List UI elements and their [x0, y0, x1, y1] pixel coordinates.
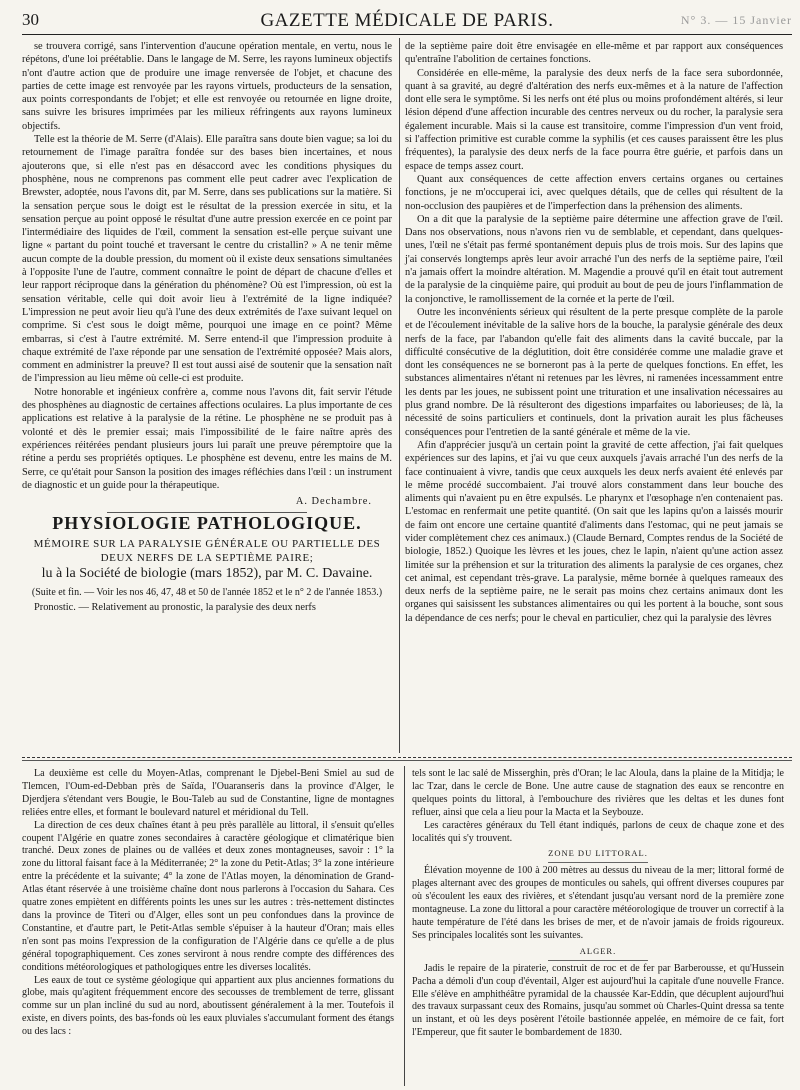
paragraph: Jadis le repaire de la piraterie, construit de roc et de fer par Barberousse, et qu'Hussein Pacha a démoli d'un coup d'éventail, Alger est aujourd'hui la capitale d'une nouvelle France. Elle s'élève en amphithéâtre pyramidal de la chaussée Kar-Eddin, que décuplent aujourd'hui des travaux surpassant ceux des Romains, jusqu'au sommet où Charles-Quint dressa sa tente un instant, et où les deys posèrent l'étoile bastionnée appelée, en mémoire de ce fait, fort l'Empereur, que fit sauter le bombardement de 1830.: [412, 962, 784, 1039]
feuilleton-separator: [22, 757, 792, 758]
paragraph: Élévation moyenne de 100 à 200 mètres au dessus du niveau de la mer; littoral formé de plages alternant avec des groupes de monticules ou sahels, qui offrent diverses coupures par où s'écoulent les eaux des rivières, et s'étendant jusqu'au versant nord de la première zone montagneuse. La zone du littoral a pour caractère météorologique de trouver un correctif à la haute température de l'été dans les brises de mer, et de n'avoir jamais de froids rigoureux. Ses principales localités sont les suivantes.: [412, 865, 784, 941]
page-header: [22, 10, 792, 34]
paragraph: La deuxième est celle du Moyen-Atlas, comprenant le Djebel-Beni Smiel au sud de Tlemcen, l'Oum-ed-Debban près de Saïda, l'Ouaranseris dans la province d'Alger, le Djerdjera s'étendant vers Bougie, le Bou-Taleb au sud de Constantine, ligne de montagnes reliées entre elles, et formant le boulevard naturel et méridional du Tell.: [22, 768, 394, 818]
subheading-rule: [548, 862, 648, 863]
paragraph: Notre honorable et ingénieux confrère a, comme nous l'avons dit, fait servir l'étude des phosphènes au diagnostic de certaines affections oculaires. La plus importante de ces applications est relative à la paralysie de la rétine. Le phosphène ne se produit pas à volonté et dès le premier essai; mais l'impossibilité de le faire naître après des expériences réitérées pendant plusieurs jours lui paraît une preuve péremptoire que la rétine a perdu ses propriétés optiques. Le phosphène est devenu, entre les mains de M. Serre, ce qu'était pour Sanson la position des images réfléchies dans l'œil : un instrument de diagnostic et un guide pour la thérapeutique.: [22, 386, 392, 491]
feuilleton-left-column: [22, 768, 394, 1039]
subheading-rule: [548, 960, 648, 961]
subheading-alger: ALGER.: [579, 945, 617, 956]
continuation-note: (Suite et fin. — Voir les nos 46, 47, 48 et 50 de l'année 1852 et le n° 2 de l'année 1853.): [31, 586, 383, 598]
paragraph: tels sont le lac salé de Misserghin, près d'Oran; le lac Aloula, dans la plaine de la Mitidja; le lac Tzar, dans le cercle de Bone. Une autre cause de stagnation des eaux se rencontre en quelques points du littoral, à l'embouchure des rivières que les deltas et les dunes font refluer, ainsi que cela a lieu pour la Macta et la Seybouze.: [412, 768, 784, 818]
paragraph: Considérée en elle-même, la paralysie des deux nerfs de la face sera subordonnée, quant à sa gravité, au degré d'altération des nerfs eux-mêmes et à la nature de l'affection dont elle sera le symptôme. Si les nerfs ont été plus ou moins profondément altérés, si leur lésion dépend d'une affection incurable des centres nerveux ou du rocher, la paralysie sera également incurable. Mais si la cause est transitoire, comme l'impression d'un vent froid, si l'affection primitive est curable comme la syphilis (et ces causes paraissent être les plus fréquentes), la paralysie des deux nerfs de la face pourra être guérie, et parfois dans un espace de temps assez court.: [405, 67, 783, 172]
journal-title: GAZETTE MÉDICALE DE PARIS.: [260, 10, 554, 31]
article-signature: A. Dechambre.: [295, 496, 372, 508]
paragraph: On a dit que la paralysie de la septième paire détermine une affection grave de l'œil. Dans nos observations, nous n'avons rien vu de semblable, et cependant, dans quelques-unes, l'œil ne s'était pas fermé spontanément depuis plus de trois mois. Sur des lapins que j'ai conservés longtemps après leur avoir arraché l'un des nerfs de la septième paire, l'œil n'a jamais offert la moindre altération. M. Magendie a prouvé qu'il en était tout autrement de la paralysie de la cinquième paire, qui produit au bout de peu de jours l'inflammation de la conjonctive, le ramollissement de la cornée et la perte de l'œil.: [405, 213, 783, 305]
header-rule: [22, 34, 792, 35]
paragraph: Les caractères généraux du Tell étant indiqués, parlons de ceux de chaque zone et des localités qui s'y trouvent.: [412, 819, 784, 844]
memoir-title: [22, 537, 392, 582]
feuilleton-right-column: [412, 768, 784, 1040]
subheading-zone-littoral: ZONE DU LITTORAL.: [548, 848, 648, 859]
column-rule: [399, 38, 400, 753]
issue-dateline: N° 3. — 15 Janvier: [680, 13, 792, 27]
section-title: PHYSIOLOGIE PATHOLOGIQUE.: [52, 513, 362, 534]
paragraph: Les eaux de tout ce système géologique qui appartient aux plus anciennes formations du globe, mais qu'agitent fréquemment encore des secousses de tremblement de terre, glissant comme sur un plan incliné du sud au nord, aboutissent généralement à la mer. Toutefois il existe, en divers points, des bas-fonds où les eaux pluviales s'accumulant forment des étangs ou des lacs :: [22, 974, 394, 1038]
paragraph: Telle est la théorie de M. Serre (d'Alais). Elle paraîtra sans doute bien vague; sa loi du retournement de l'image paraîtra fondée sur des bases bien incertaines, et nous ajouterons que, si elle n'est pas en désaccord avec les conditions physiques du phosphène, nous ne comprenons pas comment elle peut cadrer avec l'explication de Brewster, adoptée, nous l'avons dit, par M. Serre, dans ses publications sur la matière. Si la sensation perçue sous le doigt est le résultat de la pression exercée in situ, et la sensation perçue au point opposé le résultat d'une autre pression exercée en ce point par l'intermédiaire des liquides de l'œil, comment la sensation est-elle perçue suivant une ligne « partant du point touché et traversant le centre du cristallin? » A ne tenir même aucun compte de la double pression, du moment où il existe deux sensations simultanées à l'opposite l'une de l'autre, comment connaître le point de départ de chacune d'elles et leur rapport réciproque dans la génération du phénomène? Où est l'impression, où est la sensation véritable, celle qui doit avoir lieu à l'extrémité de la ligne indiquée? L'impression ne peut avoir lieu qu'à l'une des deux extrémités de l'axe suivant lequel on comprime. Si c'est sous le doigt même, pourquoi une image en ce point? Même embarras, si c'est à l'autre extrémité. M. Serre entend-il que l'impression produite à chaque extrémité de l'axe réponde par une sensation de l'extrémité opposée? Mais alors, comment en administrer la preuve? Il est tout aussi aisé de soutenir que la sensation naît de l'impression au lieu même où celle-ci est produite.: [22, 134, 392, 385]
pronostic-paragraph: Pronostic. — Relativement au pronostic, la paralysie des deux nerfs: [34, 601, 316, 613]
paragraph: Quant aux conséquences de cette affection envers certains organes ou certaines fonctions, je ne m'occuperai ici, avec quelques détails, que de celles qui résultent de la non-occlusion des paupières et de l'imperfection dans la préhension des aliments.: [405, 173, 783, 212]
memoir-title-line1: MÉMOIRE SUR LA PARALYSIE GÉNÉRALE OU PARTIELLE DES DEUX NERFS DE LA SEPTIÈME PAIRE;: [33, 537, 381, 564]
memoir-title-line2: lu à la Société de biologie (mars 1852), par M. C. Davaine.: [41, 565, 373, 581]
paragraph: Afin d'apprécier jusqu'à un certain point la gravité de cette affection, j'ai fait quelques expériences sur des lapins, et j'ai vu que ceux auxquels j'avais arraché l'un des nerfs de la face continuaient à vivre, tandis que ceux auxquels les deux nerfs avaient été enlevés par le même procédé succombaient. J'ai trouvé alors constamment dans leur bouche des aliments qui n'avaient pu en être expulsés. Le pharynx et l'œsophage n'en contenaient pas. L'estomac en renfermait une petite quantité. (On sait que les lapins qu'on a laissés mourir de faim ont encore une certaine quantité d'aliments dans l'estomac, qui ne peut jamais se vider complètement chez ces animaux.) (Claude Bernard, Comptes rendus de la Société de biologie, 1852.) Quoique les lèvres et les joues, chez le lapin, n'aient qu'une action assez limitée sur la préhension et sur la trituration des aliments la paralysie de ces organes, chez cet animal, est cependant très-grave. La paralysie, même bornée à quelques rameaux des deux nerfs de la septième paire, ne le serait pas moins chez certains animaux dont les organes qui saisissent les substances alimentaires ou qui les portent à la bouche, sont sous la dépendance de ces nerfs; pour le cheval en particulier, chez qui la paralysie des lèvres: [405, 439, 783, 624]
paragraph: Outre les inconvénients sérieux qui résultent de la perte presque complète de la parole et de l'écoulement inévitable de la salive hors de la bouche, la paralysie générale des deux nerfs de la face, par l'abandon qu'elle fait des aliments dans la cavité buccale, par la difficulté consécutive de la déglutition, doit être considérée comme une maladie grave et dont les conséquences ne se borneront pas à la perte de quelques fonctions. En effet, les substances alimentaires n'étant ni retenues par les lèvres, ni ramenées incessamment entre les dents par les joues, ne subissent point une trituration et une insalivation nécessaires au plus grand nombre. De là résulteront des digestions imparfaites ou laborieuses; de là, la nécessité de soins particuliers et continuels, dont la privation aurait les plus fâcheuses conséquences pour l'entretien de la santé générale et même de la vie.: [405, 306, 783, 438]
page-number: 30: [22, 10, 39, 29]
paragraph: La direction de ces deux chaînes étant à peu près parallèle au littoral, il s'ensuit qu'elles coupent l'Algérie en quatre zones secondaires à caractère géologique et climatérique bien tranché. Deux zones de plaines ou de vallées et deux zones montagneuses, savoir : 1° la zone du littoral faisant face à la Méditerranée; 2° la zone du Petit-Atlas; 3° la zone intérieure entre la précédente et la suivante; 4° la zone de l'Atlas moyen, la dénomination de Grand-Atlas étant réservée à une troisième chaîne dont nous parlerons à l'occasion du Sahara. Ces quatre zones empiètent en différents points les unes sur les autres : très-nettement distinctes dans la province de Titeri ou d'Alger, elles sont un peu confondues dans la province de Constantine, et d'autre part, le Petit-Atlas semble s'épuiser à la hauteur d'Oran; mais elles n'en sont pas moins l'expression de la configuration de l'Algérie dans ce qu'elle a de plus général topographiquement. Ces zones serviront à nous rendre compte des différences des conditions météorologiques et pathologiques entre les diverses localités.: [22, 819, 394, 973]
paragraph: de la septième paire doit être envisagée en elle-même et par rapport aux conséquences qu'entraîne l'abolition de certaines fonctions.: [405, 41, 783, 66]
right-column: [405, 40, 783, 625]
feuilleton-column-rule: [404, 766, 405, 1086]
left-column: [22, 40, 392, 614]
paragraph: se trouvera corrigé, sans l'intervention d'aucune opération mentale, en vertu, nous le répétons, d'une loi préétablie. Dans le langage de M. Serre, les rayons lumineux objectifs n'ont d'autre action que de produire une image renversée de l'objet, et chacune des parties de cette image est renvoyée par les rayons virtuels, producteurs de la sensation, aux points correspondants de l'objet; et elle est renvoyée ou retournée en ligne droite, sans suivre les brisures imprimées par les milieux réfringents aux rayons lumineux objectifs.: [22, 41, 392, 132]
feuilleton-rule: [22, 760, 792, 761]
